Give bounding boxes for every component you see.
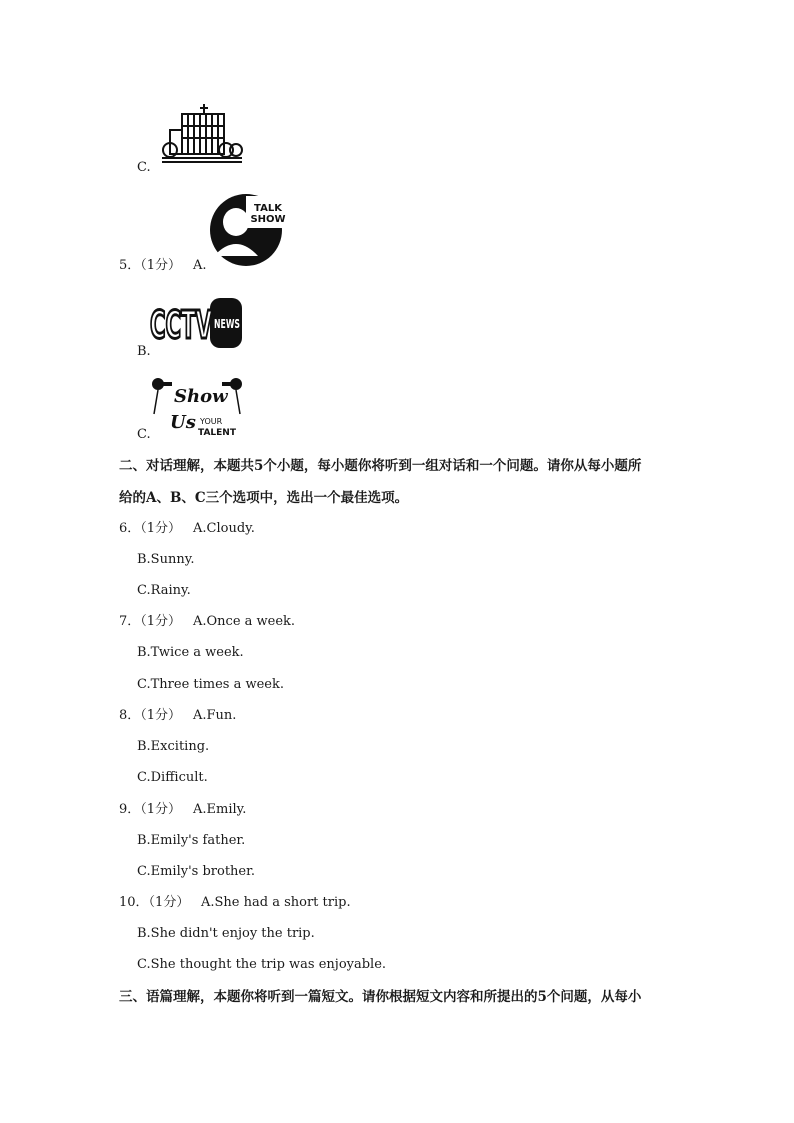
q6-option-a: A.Cloudy. <box>193 521 255 536</box>
q5-option-c-label: C. <box>137 427 151 442</box>
q8-option-a: A.Fun. <box>193 708 237 723</box>
q8-option-c: C.Difficult. <box>137 770 208 785</box>
q6-option-c: C.Rainy. <box>137 583 191 598</box>
q10-prefix: 10．（1分） <box>119 895 190 910</box>
q8-prefix: 8．（1分） <box>119 708 182 723</box>
q5-option-a-label: A. <box>193 258 207 273</box>
q9-option-a: A.Emily. <box>193 802 247 817</box>
cctv-news-logo <box>148 292 244 354</box>
q8-option-b: B.Exciting. <box>137 739 210 754</box>
cctv-logo-text: CCTV <box>150 303 213 347</box>
section3-heading-line1: 三、语篇理解，本题你将听到一篇短文。请你根据短文内容和所提出的5个问题，从每小 <box>119 989 642 1005</box>
show-us-your-talent-logo <box>148 374 244 438</box>
q10-option-c: C.She thought the trip was enjoyable. <box>137 957 387 972</box>
talk-show-logo-text-1: TALK <box>254 203 282 214</box>
q7-option-a: A.Once a week. <box>193 614 296 629</box>
q9-prefix: 9．（1分） <box>119 802 182 817</box>
building-image <box>160 100 244 166</box>
section2-heading-line1: 二、对话理解，本题共5个小题，每小题你将听到一组对话和一个问题。请你从每小题所 <box>119 458 642 474</box>
q5-prefix: 5．（1分） <box>119 258 182 273</box>
q9-option-c: C.Emily's brother. <box>137 864 256 879</box>
q7-prefix: 7．（1分） <box>119 614 182 629</box>
show-logo-text: Show <box>174 386 228 407</box>
q5-option-b-label: B. <box>137 344 151 359</box>
section2-heading-line2: 给的A、B、C三个选项中，选出一个最佳选项。 <box>119 490 409 506</box>
q7-option-c: C.Three times a week. <box>137 677 285 692</box>
us-logo-text: Us <box>170 412 196 433</box>
talent-logo-text: TALENT <box>198 428 236 438</box>
q7-option-b: B.Twice a week. <box>137 645 244 660</box>
q6-prefix: 6．（1分） <box>119 521 182 536</box>
q9-option-b: B.Emily's father. <box>137 833 246 848</box>
q6-option-b: B.Sunny. <box>137 552 195 567</box>
q10-option-a: A.She had a short trip. <box>201 895 351 910</box>
talk-show-logo-text-2: SHOW <box>250 214 286 225</box>
news-logo-text: NEWS <box>214 317 240 331</box>
talk-show-logo <box>208 192 288 268</box>
your-logo-text: YOUR <box>200 417 223 426</box>
q10-option-b: B.She didn't enjoy the trip. <box>137 926 315 941</box>
q4-option-c-label: C. <box>137 160 151 175</box>
